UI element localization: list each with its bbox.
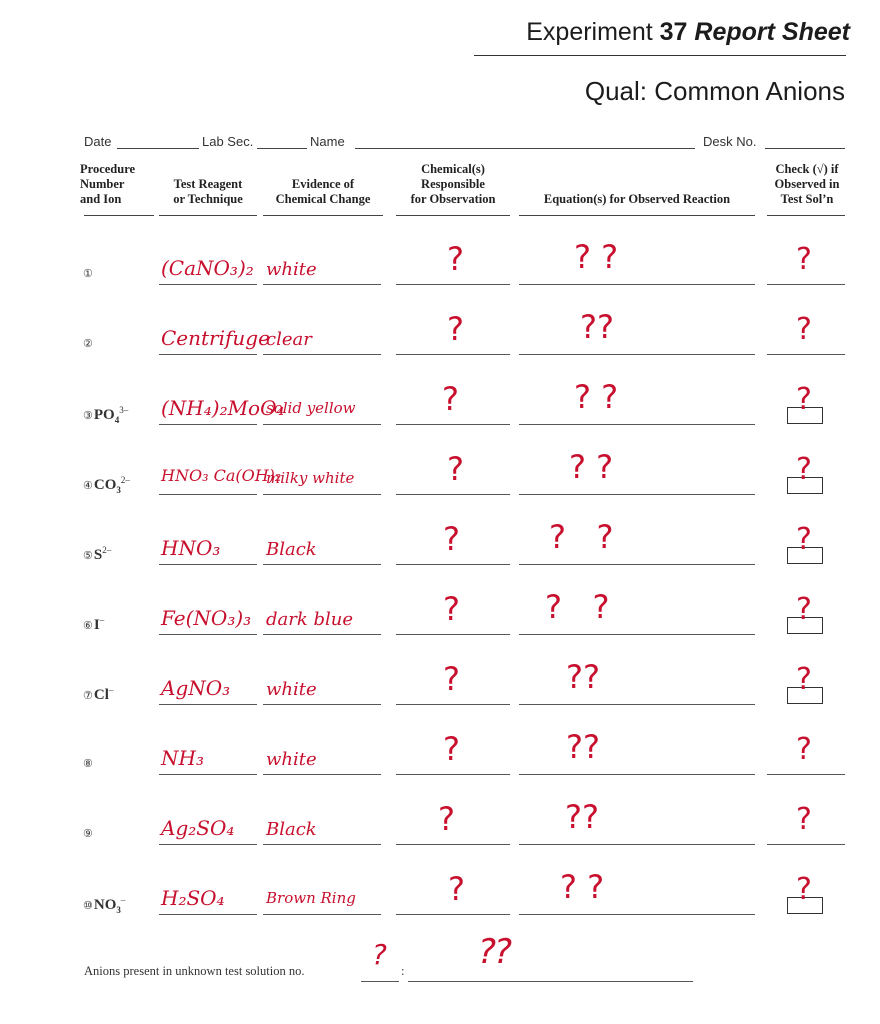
col-header-equation-line1: Equation(s) for Observed Reaction bbox=[543, 192, 731, 206]
evidence-field[interactable] bbox=[263, 634, 381, 635]
col-header-reagent bbox=[158, 177, 258, 207]
col-rule-procedure bbox=[84, 215, 154, 216]
procedure-number: ⑤ bbox=[83, 550, 93, 562]
procedure-ion-label bbox=[83, 405, 128, 425]
unknown-number-value: ? bbox=[372, 938, 387, 971]
check-value: ? bbox=[796, 732, 812, 767]
chemical-value: ? bbox=[447, 240, 464, 278]
table-row bbox=[0, 448, 880, 530]
check-value: ? bbox=[796, 452, 812, 487]
ion-subscript: 3 bbox=[116, 905, 121, 915]
reagent-value: H₂SO₄ bbox=[161, 886, 225, 910]
equation-value: ?? bbox=[565, 798, 599, 836]
reagent-field[interactable] bbox=[159, 844, 257, 845]
equation-field[interactable] bbox=[519, 844, 755, 845]
reagent-field[interactable] bbox=[159, 494, 257, 495]
evidence-value: white bbox=[266, 749, 317, 770]
table-row bbox=[0, 238, 880, 320]
ion-subscript: 3 bbox=[116, 485, 121, 495]
table-row bbox=[0, 518, 880, 600]
evidence-value: Black bbox=[266, 819, 317, 840]
col-header-chemical-line2: Responsible bbox=[421, 177, 485, 191]
evidence-field[interactable] bbox=[263, 704, 381, 705]
reagent-value: HNO₃ Ca(OH)₂ bbox=[161, 466, 282, 485]
reagent-field[interactable] bbox=[159, 284, 257, 285]
procedure-number: ④ bbox=[83, 480, 93, 492]
evidence-value: dark blue bbox=[266, 609, 354, 630]
reagent-field[interactable] bbox=[159, 634, 257, 635]
chemical-field[interactable] bbox=[396, 494, 510, 495]
evidence-field[interactable] bbox=[263, 354, 381, 355]
ion-symbol: Cl bbox=[93, 687, 109, 703]
chemical-field[interactable] bbox=[396, 284, 510, 285]
unknown-anions-field[interactable] bbox=[408, 981, 693, 982]
check-field[interactable] bbox=[767, 774, 845, 775]
reagent-field[interactable] bbox=[159, 704, 257, 705]
col-rule-equation bbox=[519, 215, 755, 216]
title-suffix: Report Sheet bbox=[694, 18, 850, 46]
evidence-value: Black bbox=[266, 539, 317, 560]
evidence-value: solid yellow bbox=[266, 399, 356, 417]
reagent-field[interactable] bbox=[159, 774, 257, 775]
col-rule-check bbox=[767, 215, 845, 216]
table-row bbox=[0, 658, 880, 740]
equation-value: ? ? bbox=[545, 588, 610, 626]
procedure-ion-label bbox=[83, 265, 94, 282]
evidence-field[interactable] bbox=[263, 774, 381, 775]
col-header-chemical bbox=[394, 162, 512, 207]
check-value: ? bbox=[796, 382, 812, 417]
col-header-check bbox=[762, 162, 852, 207]
title-rule bbox=[474, 55, 846, 56]
equation-value: ? ? bbox=[574, 378, 619, 416]
equation-field[interactable] bbox=[519, 774, 755, 775]
reagent-field[interactable] bbox=[159, 424, 257, 425]
check-value: ? bbox=[796, 872, 812, 907]
desk-no-label: Desk No. bbox=[703, 134, 757, 149]
procedure-ion-label bbox=[83, 825, 94, 842]
evidence-field[interactable] bbox=[263, 494, 381, 495]
reagent-value: Fe(NO₃)₃ bbox=[161, 606, 252, 630]
equation-value: ?? bbox=[566, 728, 600, 766]
chemical-field[interactable] bbox=[396, 354, 510, 355]
reagent-field[interactable] bbox=[159, 564, 257, 565]
ion-symbol: CO bbox=[93, 477, 117, 493]
col-header-chemical-line1: Chemical(s) bbox=[421, 162, 485, 176]
check-value: ? bbox=[796, 662, 812, 697]
procedure-number: ⑥ bbox=[83, 620, 93, 632]
table-row bbox=[0, 378, 880, 460]
col-rule-reagent bbox=[159, 215, 257, 216]
check-field[interactable] bbox=[767, 354, 845, 355]
report-subtitle: Qual: Common Anions bbox=[584, 76, 845, 106]
evidence-value: milky white bbox=[266, 469, 355, 487]
reagent-value: (NH₄)₂MoO₄ bbox=[161, 396, 285, 420]
equation-value: ? ? bbox=[574, 238, 619, 276]
procedure-number: ② bbox=[83, 338, 93, 350]
ion-subscript: 4 bbox=[114, 415, 120, 425]
evidence-value: clear bbox=[266, 329, 312, 350]
date-field[interactable] bbox=[117, 148, 199, 149]
reagent-field[interactable] bbox=[159, 914, 257, 915]
col-header-reagent-line1: Test Reagent bbox=[173, 177, 243, 191]
name-label: Name bbox=[310, 134, 345, 149]
chemical-field[interactable] bbox=[396, 704, 510, 705]
footer-colon: : bbox=[401, 964, 405, 978]
equation-value: ?? bbox=[566, 658, 600, 696]
procedure-ion-label bbox=[83, 335, 94, 352]
equation-value: ? ? bbox=[569, 448, 614, 486]
table-row bbox=[0, 798, 880, 880]
ion-charge: 2– bbox=[120, 475, 130, 485]
chemical-value: ? bbox=[443, 660, 460, 698]
procedure-number: ⑨ bbox=[83, 828, 93, 840]
evidence-field[interactable] bbox=[263, 844, 381, 845]
evidence-field[interactable] bbox=[263, 564, 381, 565]
equation-field[interactable] bbox=[519, 354, 755, 355]
chemical-field[interactable] bbox=[396, 424, 510, 425]
unknown-anions-value: ?? bbox=[478, 932, 511, 972]
ion-charge: 3– bbox=[119, 405, 129, 415]
col-header-check-line2: Observed in bbox=[774, 177, 840, 191]
reagent-value: (CaNO₃)₂ bbox=[161, 256, 254, 280]
equation-value: ?? bbox=[580, 308, 614, 346]
evidence-value: white bbox=[266, 259, 317, 280]
col-header-procedure-line3: and Ion bbox=[80, 192, 122, 206]
col-header-procedure bbox=[80, 162, 156, 207]
equation-field[interactable] bbox=[519, 914, 755, 915]
procedure-number: ⑧ bbox=[83, 758, 93, 770]
check-value: ? bbox=[796, 312, 812, 347]
chemical-value: ? bbox=[443, 520, 460, 558]
chemical-value: ? bbox=[443, 590, 460, 628]
table-row bbox=[0, 588, 880, 670]
chemical-field[interactable] bbox=[396, 844, 510, 845]
evidence-field[interactable] bbox=[263, 284, 381, 285]
procedure-ion-label bbox=[83, 755, 94, 772]
ion-charge: – bbox=[108, 685, 114, 695]
procedure-number: ① bbox=[83, 268, 93, 280]
evidence-value: Brown Ring bbox=[266, 889, 356, 907]
col-header-chemical-line3: for Observation bbox=[410, 192, 496, 206]
report-title bbox=[470, 18, 850, 47]
check-value: ? bbox=[796, 522, 812, 557]
col-header-check-line3: Test Sol’n bbox=[780, 192, 834, 206]
equation-field[interactable] bbox=[519, 564, 755, 565]
col-header-procedure-line2: Number bbox=[80, 177, 125, 191]
chemical-field[interactable] bbox=[396, 564, 510, 565]
ion-symbol: I bbox=[93, 617, 100, 633]
check-value: ? bbox=[796, 802, 812, 837]
procedure-number: ③ bbox=[83, 410, 93, 422]
chemical-value: ? bbox=[448, 870, 465, 908]
unknown-solution-label: Anions present in unknown test solution no. bbox=[84, 964, 305, 978]
procedure-ion-label bbox=[83, 475, 130, 495]
chemical-field[interactable] bbox=[396, 634, 510, 635]
col-header-evidence-line2: Chemical Change bbox=[275, 192, 371, 206]
procedure-ion-label bbox=[83, 545, 111, 564]
date-label: Date bbox=[84, 134, 112, 149]
reagent-value: Centrifuge bbox=[161, 326, 270, 350]
col-header-evidence-line1: Evidence of bbox=[291, 177, 355, 191]
check-field[interactable] bbox=[767, 284, 845, 285]
lab-sec-field[interactable] bbox=[257, 148, 307, 149]
reagent-value: HNO₃ bbox=[161, 536, 221, 560]
procedure-number: ⑦ bbox=[83, 690, 93, 702]
ion-symbol: NO bbox=[93, 897, 117, 913]
title-prefix: Experiment bbox=[526, 18, 653, 46]
table-row bbox=[0, 308, 880, 390]
ion-charge: – bbox=[99, 615, 105, 625]
ion-symbol: PO bbox=[93, 407, 115, 423]
title-number: 37 bbox=[659, 18, 688, 46]
equation-field[interactable] bbox=[519, 424, 755, 425]
evidence-field[interactable] bbox=[263, 914, 381, 915]
col-header-reagent-line2: or Technique bbox=[173, 192, 243, 206]
reagent-value: AgNO₃ bbox=[161, 676, 231, 700]
ion-symbol: S bbox=[93, 547, 103, 563]
reagent-field[interactable] bbox=[159, 354, 257, 355]
chemical-value: ? bbox=[447, 310, 464, 348]
check-field[interactable] bbox=[767, 844, 845, 845]
chemical-field[interactable] bbox=[396, 914, 510, 915]
equation-field[interactable] bbox=[519, 704, 755, 705]
chemical-value: ? bbox=[438, 800, 455, 838]
equation-value: ? ? bbox=[549, 518, 614, 556]
equation-field[interactable] bbox=[519, 494, 755, 495]
col-rule-chemical bbox=[396, 215, 510, 216]
equation-field[interactable] bbox=[519, 634, 755, 635]
ion-charge: – bbox=[120, 895, 126, 905]
procedure-ion-label bbox=[83, 685, 113, 704]
procedure-ion-label bbox=[83, 895, 125, 915]
equation-value: ? ? bbox=[560, 868, 605, 906]
col-header-check-line1: Check (√) if bbox=[775, 162, 839, 176]
reagent-value: NH₃ bbox=[161, 746, 204, 770]
unknown-number-field[interactable] bbox=[361, 981, 399, 982]
chemical-value: ? bbox=[447, 450, 464, 488]
col-header-evidence bbox=[262, 177, 384, 207]
chemical-field[interactable] bbox=[396, 774, 510, 775]
name-field[interactable] bbox=[355, 148, 695, 149]
check-value: ? bbox=[796, 592, 812, 627]
equation-field[interactable] bbox=[519, 284, 755, 285]
desk-no-field[interactable] bbox=[765, 148, 845, 149]
procedure-number: ⑩ bbox=[83, 900, 93, 912]
ion-charge: 2– bbox=[102, 545, 112, 555]
col-header-procedure-line1: Procedure bbox=[80, 162, 136, 176]
table-row bbox=[0, 868, 880, 950]
procedure-ion-label bbox=[83, 615, 104, 634]
check-value: ? bbox=[796, 242, 812, 277]
evidence-field[interactable] bbox=[263, 424, 381, 425]
chemical-value: ? bbox=[442, 380, 459, 418]
reagent-value: Ag₂SO₄ bbox=[161, 816, 235, 840]
col-header-equation bbox=[516, 192, 758, 207]
lab-sec-label: Lab Sec. bbox=[202, 134, 254, 149]
chemical-value: ? bbox=[443, 730, 460, 768]
evidence-value: white bbox=[266, 679, 317, 700]
col-rule-evidence bbox=[263, 215, 383, 216]
